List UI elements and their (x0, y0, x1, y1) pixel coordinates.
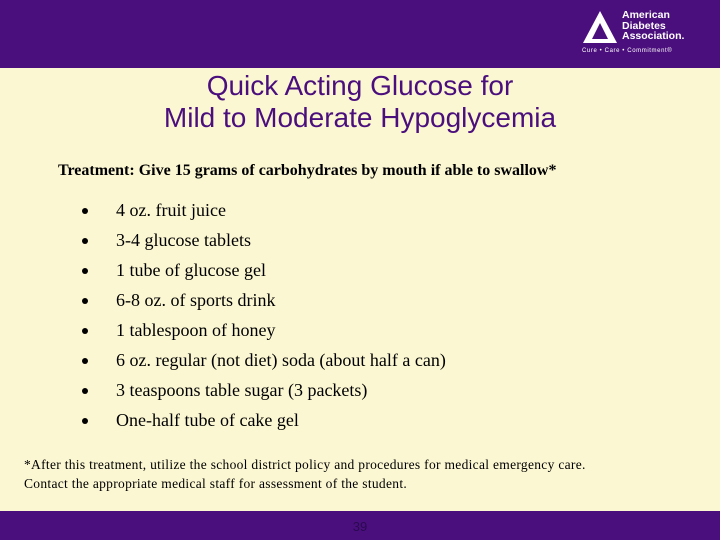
list-item (82, 378, 446, 408)
list-item-text: 6-8 oz. of sports drink (116, 290, 276, 310)
bullet-icon (82, 238, 88, 244)
list-item (82, 288, 446, 318)
page-number: 39 (352, 519, 368, 534)
triangle-logo-icon (582, 10, 618, 44)
logo-tagline: Cure • Care • Commitment® (582, 48, 673, 54)
bullet-icon (82, 298, 88, 304)
logo-name-line: Diabetes (622, 19, 666, 32)
list-item-text: 1 tablespoon of honey (116, 320, 276, 340)
title-line-2: Mild to Moderate Hypoglycemia (163, 102, 557, 133)
list-item-text: 3-4 glucose tablets (116, 230, 251, 250)
logo-name (622, 10, 702, 42)
list-item (82, 348, 446, 378)
list-item-text: One-half tube of cake gel (116, 410, 299, 430)
list-item-text: 6 oz. regular (not diet) soda (about half a can) (116, 350, 446, 370)
list-item-text: 4 oz. fruit juice (116, 200, 226, 220)
slide-title (0, 70, 720, 134)
list-item (82, 198, 446, 228)
glucose-list (82, 198, 446, 438)
treatment-text: Treatment: Give 15 grams of carbohydrates by mouth if able to swallow* (58, 162, 557, 179)
header-bar (0, 0, 720, 68)
bullet-icon (82, 388, 88, 394)
ada-logo (582, 10, 702, 58)
list-item-text: 1 tube of glucose gel (116, 260, 266, 280)
footnote-line-1: *After this treatment, utilize the school district policy and procedures for medical emergency care. (24, 457, 586, 472)
list-item (82, 318, 446, 348)
list-item (82, 258, 446, 288)
list-item (82, 228, 446, 258)
list-item-text: 3 teaspoons table sugar (3 packets) (116, 380, 368, 400)
logo-name-line: American (622, 9, 670, 21)
footnote (24, 455, 714, 493)
bullet-icon (82, 328, 88, 334)
bullet-icon (82, 208, 88, 214)
title-line-1: Quick Acting Glucose for (206, 70, 514, 101)
bullet-icon (82, 418, 88, 424)
bullet-icon (82, 268, 88, 274)
bullet-icon (82, 358, 88, 364)
footnote-line-2: Contact the appropriate medical staff for assessment of the student. (24, 476, 408, 491)
list-item (82, 408, 446, 438)
logo-name-line: Association. (622, 30, 685, 42)
